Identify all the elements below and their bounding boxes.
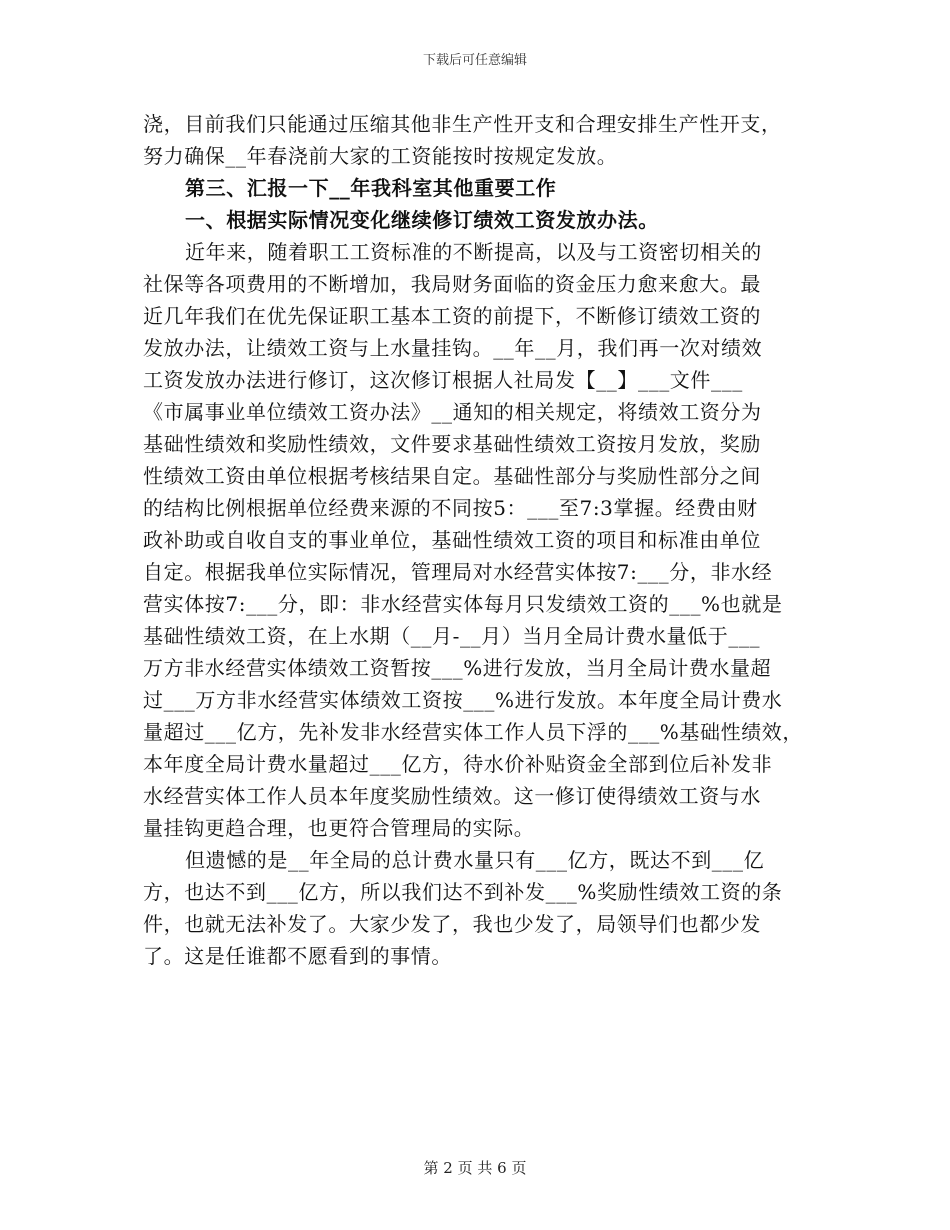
text-line: 社保等各项费用的不断增加，我局财务面临的资金压力愈来愈大。最 xyxy=(143,272,761,296)
text-line: 浇，目前我们只能通过压缩其他非生产性开支和合理安排生产性开支， xyxy=(143,112,782,136)
text-line: 发放办法，让绩效工资与上水量挂钩。__年__月，我们再一次对绩效 xyxy=(143,336,763,360)
section-heading: 第三、汇报一下__年我科室其他重要工作 xyxy=(185,176,557,200)
document-body xyxy=(143,108,808,972)
text-line: 方，也达不到___亿方，所以我们达不到补发___%奖励性绩效工资的条 xyxy=(143,880,783,904)
text-line: 基础性绩效和奖励性绩效，文件要求基础性绩效工资按月发放，奖励 xyxy=(143,432,761,456)
text-line: 营实体按7:___分，即：非水经营实体每月只发绩效工资的___%也就是 xyxy=(143,592,783,616)
text-line: 自定。根据我单位实际情况，管理局对水经营实体按7:___分，非水经 xyxy=(143,560,773,584)
text-line: 工资发放办法进行修订，这次修订根据人社局发【__】___文件___ xyxy=(143,368,743,392)
page-header: 下载后可任意编辑 xyxy=(422,53,527,68)
text-line: 基础性绩效工资，在上水期（__月-__月）当月全局计费水量低于___ xyxy=(143,624,761,648)
text-line: 近年来，随着职工工资标准的不断提高，以及与工资密切相关的 xyxy=(185,240,762,264)
text-line: 量超过___亿方，先补发非水经营实体工作人员下浮的___%基础性绩效， xyxy=(143,720,804,744)
text-line: 但遗憾的是__年全局的总计费水量只有___亿方，既达不到___亿 xyxy=(185,848,765,872)
text-line: 水经营实体工作人员本年度奖励性绩效。这一修订使得绩效工资与水 xyxy=(143,784,761,808)
text-line: 的结构比例根据单位经费来源的不同按5：___至7:3掌握。经费由财 xyxy=(143,496,758,520)
text-line: 万方非水经营实体绩效工资暂按___%进行发放，当月全局计费水量超 xyxy=(143,656,772,680)
text-line: 政补助或自收自支的事业单位，基础性绩效工资的项目和标准由单位 xyxy=(143,528,761,552)
page-number: 第 2 页 共 6 页 xyxy=(423,1159,527,1177)
text-line: 性绩效工资由单位根据考核结果自定。基础性部分与奖励性部分之间 xyxy=(143,464,761,488)
subsection-heading: 一、根据实际情况变化继续修订绩效工资发放办法。 xyxy=(185,208,659,232)
text-line: 了。这是任谁都不愿看到的事情。 xyxy=(143,944,452,968)
text-line: 量挂钩更趋合理，也更符合管理局的实际。 xyxy=(143,816,535,840)
text-line: 努力确保__年春浇前大家的工资能按时按规定发放。 xyxy=(143,144,618,168)
text-line: 《市属事业单位绩效工资办法》__通知的相关规定，将绩效工资分为 xyxy=(143,400,762,424)
text-line: 过___万方非水经营实体绩效工资按___%进行发放。本年度全局计费水 xyxy=(143,688,783,712)
text-line: 本年度全局计费水量超过___亿方，待水价补贴资金全部到位后补发非 xyxy=(143,752,773,776)
text-line: 件，也就无法补发了。大家少发了，我也少发了，局领导们也都少发 xyxy=(143,912,761,936)
text-line: 近几年我们在优先保证职工基本工资的前提下，不断修订绩效工资的 xyxy=(143,304,761,328)
